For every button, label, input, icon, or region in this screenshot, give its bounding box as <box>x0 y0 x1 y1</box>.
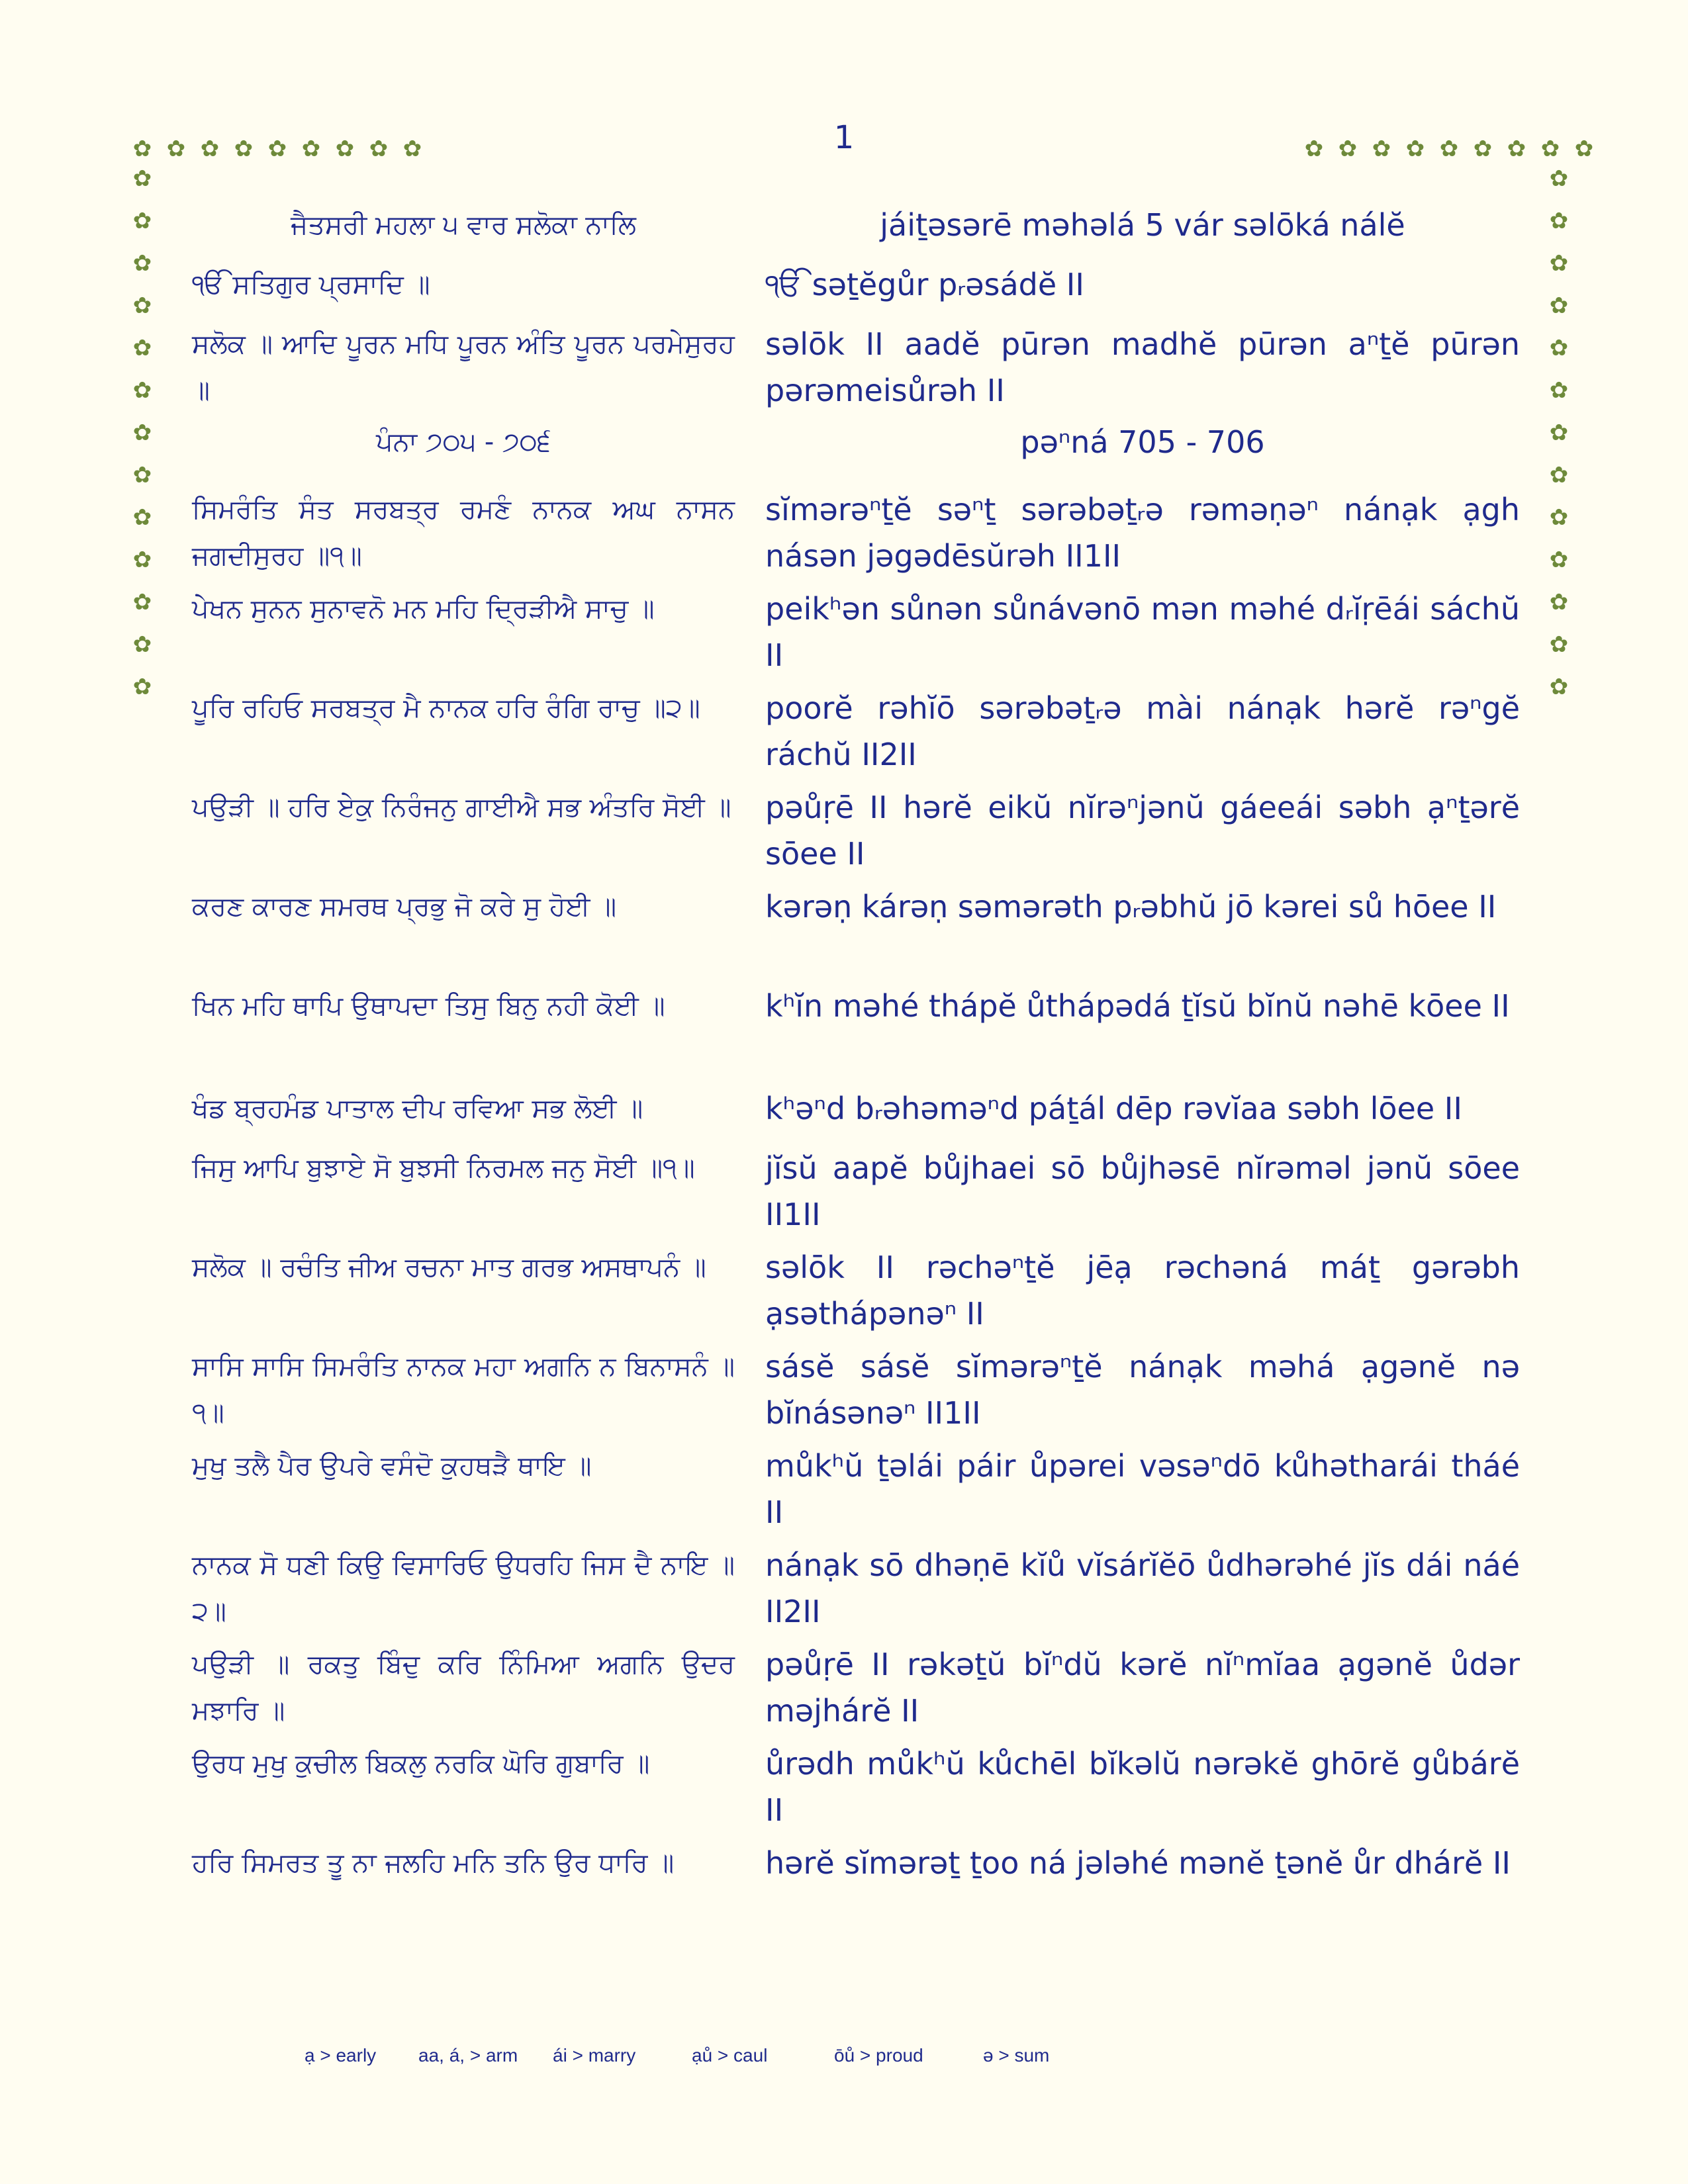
flower-ornament-icon: ✿ <box>1338 136 1358 162</box>
transliteration-text: jáiṯəsərē məhəlá 5 vár səlōká nálĕ <box>880 207 1405 243</box>
flower-ornament-icon: ✿ <box>132 504 152 531</box>
transliteration-page-range: pəⁿná 705 - 706 <box>1020 424 1265 460</box>
flower-ornament-icon: ✿ <box>1473 136 1493 162</box>
flower-ornament-icon: ✿ <box>1540 136 1560 162</box>
legend-item: ạ > early <box>305 2045 377 2066</box>
flower-ornament-icon: ✿ <box>1549 377 1569 404</box>
gurmukhi-text: ਉਰਧ ਮੁਖੁ ਕੁਚੀਲ ਬਿਕਲੁ ਨਰਕਿ ਘੋਰਿ ਗੁਬਾਰਿ ॥ <box>192 1749 650 1779</box>
gurmukhi-text: ਸਲੋਕ ॥ ਰਚੰਤਿ ਜੀਅ ਰਚਨਾ ਮਾਤ ਗਰਭ ਅਸਥਾਪਨੰ ॥ <box>192 1252 706 1283</box>
legend-item: aa, á, > arm <box>418 2045 518 2066</box>
transliteration-text: peikʰən sůnən sůnávənō mən məhé dᵣĭṛēái sáchŭ II <box>765 591 1520 673</box>
gurmukhi-text: ਸਿਮਰੰਤਿ ਸੰਤ ਸਰਬਤ੍ਰ ਰਮਣੰ ਨਾਨਕ ਅਘ ਨਾਸਨ ਜਗਦੀਸੁਰਹ ॥੧॥ <box>192 494 735 571</box>
transliteration-text: můkʰŭ ṯəlái páir ůpərei vəsəⁿdō kůhətharái tháé II <box>765 1448 1520 1530</box>
legend-item: ə > sum <box>983 2045 1050 2066</box>
flower-ornament-icon: ✿ <box>1549 293 1569 319</box>
flower-ornament-icon: ✿ <box>1507 136 1526 162</box>
flower-ornament-icon: ✿ <box>132 250 152 277</box>
gurmukhi-text: ਹਰਿ ਸਿਮਰਤ ਤੂ ਨਾ ਜਲਹਿ ਮਨਿ ਤਨਿ ਉਰ ਧਾਰਿ ॥ <box>192 1848 675 1878</box>
flower-ornament-icon: ✿ <box>1549 589 1569 615</box>
flower-ornament-icon: ✿ <box>1549 547 1569 573</box>
flower-ornament-icon: ✿ <box>1405 136 1425 162</box>
gurmukhi-text: ਸਾਸਿ ਸਾਸਿ ਸਿਮਰੰਤਿ ਨਾਨਕ ਮਹਾ ਅਗਨਿ ਨ ਬਿਨਾਸਨੰ ॥੧॥ <box>192 1351 735 1428</box>
gurmukhi-text: ਖੰਡ ਬ੍ਰਹਮੰਡ ਪਾਤਾਲ ਦੀਪ ਰਵਿਆ ਸਭ ਲੋਈ ॥ <box>192 1093 643 1124</box>
flower-ornament-icon: ✿ <box>1549 674 1569 700</box>
transliteration-text: ੴ səṯĕgůr pᵣəsádĕ II <box>765 267 1084 302</box>
gurmukhi-text: ਜਿਸੁ ਆਪਿ ਬੁਝਾਏ ਸੋ ਬੁਝਸੀ ਨਿਰਮਲ ਜਨੁ ਸੋਈ ॥੧॥ <box>192 1153 695 1183</box>
legend-item: ái > marry <box>553 2045 636 2066</box>
flower-ornament-icon: ✿ <box>132 631 152 658</box>
gurmukhi-text: ਜੈਤਸਰੀ ਮਹਲਾ ੫ ਵਾਰ ਸਲੋਕਾ ਨਾਲਿ <box>291 210 636 240</box>
flower-ornament-icon: ✿ <box>132 547 152 573</box>
flower-ornament-icon: ✿ <box>132 335 152 361</box>
transliteration-text: poorĕ rəhĭō sərəbəṯᵣə mài nánạk hərĕ rəⁿgĕ ráchŭ II2II <box>765 690 1520 772</box>
flower-ornament-icon: ✿ <box>200 136 220 162</box>
transliteration-text: nánạk sō dhəṇē kĭů vĭsárĭĕō ůdhərəhé jĭs dái náé II2II <box>765 1547 1520 1629</box>
flower-ornament-icon: ✿ <box>132 136 152 162</box>
flower-ornament-icon: ✿ <box>132 293 152 319</box>
transliteration-text: pəůṛē II hərĕ eikŭ nĭrəⁿjənŭ gáeeái səbh ạⁿṯərĕ sōee II <box>765 790 1520 872</box>
flower-ornament-icon: ✿ <box>402 136 422 162</box>
transliteration-text: jĭsŭ aapĕ bůjhaei sō bůjhəsē nĭrəməl jənŭ sōee II1II <box>765 1150 1520 1232</box>
flower-ornament-icon: ✿ <box>1372 136 1391 162</box>
flower-ornament-icon: ✿ <box>301 136 321 162</box>
gurmukhi-text: ਪੂਰਿ ਰਹਿਓ ਸਰਬਤ੍ਰ ਮੈ ਨਾਨਕ ਹਰਿ ਰੰਗਿ ਰਾਚੁ ॥੨॥ <box>192 693 700 723</box>
flower-ornament-icon: ✿ <box>1439 136 1459 162</box>
flower-ornament-icon: ✿ <box>369 136 389 162</box>
transliteration-text: sásĕ sásĕ sĭmərəⁿṯĕ nánạk məhá ạgənĕ nə bĭnásənəⁿ II1II <box>765 1349 1520 1431</box>
flower-ornament-icon: ✿ <box>132 377 152 404</box>
flower-ornament-icon: ✿ <box>234 136 254 162</box>
transliteration-text: kʰĭn məhé thápĕ ůthápədá ṯĭsŭ bĭnŭ nəhē kōee II <box>765 988 1510 1024</box>
transliteration-text: sĭmərəⁿṯĕ səⁿṯ sərəbəṯᵣə rəməṇəⁿ nánạk ạgh násən jəgədēsŭrəh II1II <box>765 492 1520 574</box>
gurmukhi-text: ਸਲੋਕ ॥ ਆਦਿ ਪੂਰਨ ਮਧਿ ਪੂਰਨ ਅੰਤਿ ਪੂਰਨ ਪਰਮੇਸੁਰਹ ॥ <box>192 329 735 406</box>
pronunciation-legend <box>305 2045 1430 2105</box>
transliteration-text: səlōk II aadĕ pūrən madhĕ pūrən aⁿṯĕ pūrən pərəmeisůrəh II <box>765 326 1520 408</box>
gurmukhi-text: ਨਾਨਕ ਸੋ ਧਣੀ ਕਿਉ ਵਿਸਾਰਿਓ ਉਧਰਹਿ ਜਿਸ ਦੈ ਨਾਇ ॥੨॥ <box>192 1550 735 1627</box>
legend-item: ōů > proud <box>834 2045 923 2066</box>
transliteration-text: ůrədh můkʰŭ kůchēl bĭkəlŭ nərəkĕ ghōrĕ gůbárĕ II <box>765 1746 1520 1828</box>
flower-ornament-icon: ✿ <box>132 165 152 192</box>
flower-ornament-icon: ✿ <box>1549 504 1569 531</box>
flower-ornament-icon: ✿ <box>1549 208 1569 234</box>
gurmukhi-text: ੴ ਸਤਿਗੁਰ ਪ੍ਰਸਾਦਿ ॥ <box>192 269 430 300</box>
flower-ornament-icon: ✿ <box>166 136 186 162</box>
flower-ornament-icon: ✿ <box>1549 462 1569 488</box>
flower-ornament-icon: ✿ <box>1549 250 1569 277</box>
flower-ornament-icon: ✿ <box>1549 165 1569 192</box>
transliteration-text: kʰəⁿd bᵣəhəməⁿd páṯál dēp rəvĭaa səbh lōee II <box>765 1091 1462 1126</box>
gurmukhi-text: ਖਿਨ ਮਹਿ ਥਾਪਿ ਉਥਾਪਦਾ ਤਿਸੁ ਬਿਨੁ ਨਹੀ ਕੋਈ ॥ <box>192 991 665 1021</box>
gurmukhi-text: ਕਰਣ ਕਾਰਣ ਸਮਰਥ ਪ੍ਰਭੁ ਜੋ ਕਰੇ ਸੁ ਹੋਈ ॥ <box>192 891 617 922</box>
gurmukhi-text: ਪਉੜੀ ॥ ਰਕਤੁ ਬਿੰਦੁ ਕਰਿ ਨਿੰਮਿਆ ਅਗਨਿ ਉਦਰ ਮਝਾਰਿ ॥ <box>192 1649 735 1726</box>
flower-ornament-icon: ✿ <box>1549 335 1569 361</box>
transliteration-text: kərəṇ kárəṇ səmərəth pᵣəbhŭ jō kərei sů hōee II <box>765 889 1497 925</box>
transliteration-text: hərĕ sĭmərəṯ ṯoo ná jələhé mənĕ ṯənĕ ůr dhárĕ II <box>765 1845 1511 1881</box>
flower-ornament-icon: ✿ <box>132 208 152 234</box>
flower-ornament-icon: ✿ <box>267 136 287 162</box>
transliteration-text: səlōk II rəchəⁿṯĕ jēạ rəchəná máṯ gərəbh ạsəthápənəⁿ II <box>765 1250 1520 1332</box>
flower-ornament-icon: ✿ <box>1574 136 1594 162</box>
gurmukhi-text: ਪੇਖਨ ਸੁਨਨ ਸੁਨਾਵਨੋ ਮਨ ਮਹਿ ਦ੍ਰਿੜੀਐ ਸਾਚੁ ॥ <box>192 594 655 624</box>
gurmukhi-page-range: ਪੰਨਾ ੭੦੫ - ੭੦੬ <box>375 427 551 457</box>
transliteration-text: pəůṛē II rəkəṯŭ bĭⁿdŭ kərĕ nĭⁿmĭaa ạgənĕ ůdər məjhárĕ II <box>765 1647 1520 1729</box>
flower-ornament-icon: ✿ <box>132 462 152 488</box>
gurmukhi-text: ਪਉੜੀ ॥ ਹਰਿ ਏਕੁ ਨਿਰੰਜਨੁ ਗਾਈਐ ਸਭ ਅੰਤਰਿ ਸੋਈ ॥ <box>192 792 731 823</box>
flower-ornament-icon: ✿ <box>1304 136 1324 162</box>
flower-ornament-icon: ✿ <box>132 589 152 615</box>
page-number: 1 <box>833 119 855 156</box>
gurmukhi-text: ਮੁਖੁ ਤਲੈ ਪੈਰ ਉਪਰੇ ਵਸੰਦੋ ਕੁਹਥੜੈ ਥਾਇ ॥ <box>192 1451 592 1481</box>
flower-ornament-icon: ✿ <box>132 674 152 700</box>
flower-ornament-icon: ✿ <box>132 420 152 446</box>
flower-ornament-icon: ✿ <box>1549 420 1569 446</box>
flower-ornament-icon: ✿ <box>335 136 355 162</box>
flower-ornament-icon: ✿ <box>1549 631 1569 658</box>
legend-item: ạů > caul <box>692 2045 768 2066</box>
